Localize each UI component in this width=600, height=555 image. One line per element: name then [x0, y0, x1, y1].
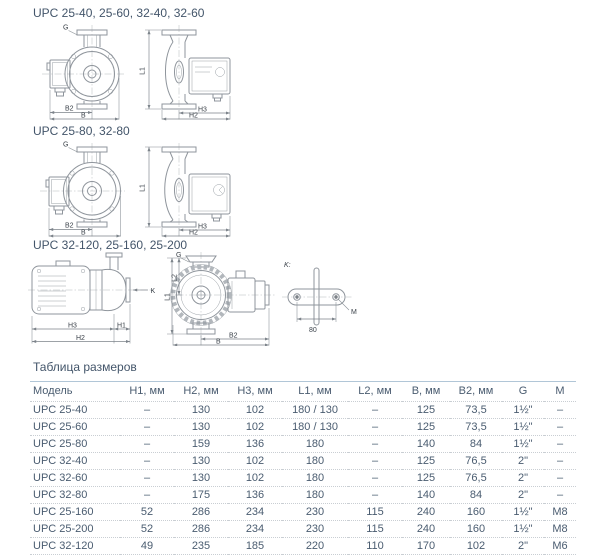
- dimensions-table: [30, 381, 576, 555]
- value-cell: 220: [282, 538, 348, 555]
- value-cell: –: [348, 436, 402, 453]
- value-cell: –: [544, 487, 576, 504]
- value-cell: 185: [228, 538, 282, 555]
- dim-label-b: B: [81, 112, 86, 120]
- column-header-b2: B2, мм: [450, 382, 502, 402]
- side-view: [162, 143, 230, 227]
- model-cell: UPC 25-60: [30, 419, 120, 436]
- value-cell: 180 / 130: [282, 402, 348, 419]
- value-cell: 1½": [502, 436, 544, 453]
- value-cell: M6: [544, 538, 576, 555]
- value-cell: 2": [502, 453, 544, 470]
- value-cell: 180: [282, 436, 348, 453]
- value-cell: 180: [282, 487, 348, 504]
- dim-label-l1: L1: [164, 293, 172, 301]
- side-view: [162, 25, 230, 109]
- value-cell: –: [544, 419, 576, 436]
- value-cell: 1½": [502, 521, 544, 538]
- value-cell: 140: [402, 436, 450, 453]
- model-cell: UPC 32-120: [30, 538, 120, 555]
- value-cell: –: [348, 419, 402, 436]
- model-cell: UPC 32-60: [30, 470, 120, 487]
- value-cell: 130: [174, 402, 228, 419]
- dim-label-b2: B2: [65, 222, 74, 230]
- value-cell: 234: [228, 521, 282, 538]
- value-cell: 102: [228, 470, 282, 487]
- side-view-dimensions: [32, 304, 130, 344]
- value-cell: 140: [402, 487, 450, 504]
- value-cell: 1½": [502, 419, 544, 436]
- value-cell: 180: [282, 453, 348, 470]
- dim-label-h3: H3: [68, 322, 77, 330]
- dim-label-h2: H2: [189, 112, 198, 120]
- thread-label-m: M: [351, 309, 357, 316]
- value-cell: 130: [174, 419, 228, 436]
- drawing-upc-25-80-family: [26, 140, 266, 238]
- value-cell: 84: [450, 436, 502, 453]
- k-view-detail: [282, 262, 357, 334]
- value-cell: M8: [544, 521, 576, 538]
- table-row: [30, 504, 576, 521]
- table-row: [30, 402, 576, 419]
- section-title-upc32-120: UPC 32-120, 25-160, 25-200: [33, 238, 188, 252]
- dim-label-b2: B2: [229, 332, 238, 340]
- value-cell: 76,5: [450, 453, 502, 470]
- value-cell: 49: [120, 538, 174, 555]
- value-cell: –: [544, 470, 576, 487]
- column-header-m: M: [544, 382, 576, 402]
- bracket-hole-spacing: 80: [309, 327, 317, 334]
- value-cell: –: [120, 436, 174, 453]
- value-cell: 73,5: [450, 402, 502, 419]
- value-cell: 160: [450, 521, 502, 538]
- value-cell: 1½": [502, 402, 544, 419]
- dim-label-h3: H3: [198, 223, 207, 231]
- value-cell: 102: [450, 538, 502, 555]
- value-cell: 2": [502, 538, 544, 555]
- model-cell: UPC 25-40: [30, 402, 120, 419]
- table-header: [30, 382, 576, 402]
- value-cell: 180 / 130: [282, 419, 348, 436]
- column-header-h3: H3, мм: [228, 382, 282, 402]
- dim-label-g: G: [176, 252, 182, 259]
- value-cell: 125: [402, 453, 450, 470]
- value-cell: 240: [402, 521, 450, 538]
- view-k-arrow-label: K: [150, 288, 156, 295]
- section-title-upc25-40: UPC 25-40, 25-60, 32-40, 32-60: [33, 6, 205, 20]
- column-header-h1: H1, мм: [120, 382, 174, 402]
- dim-label-h2: H2: [189, 229, 198, 237]
- value-cell: 175: [174, 487, 228, 504]
- value-cell: 125: [402, 419, 450, 436]
- value-cell: 102: [228, 402, 282, 419]
- value-cell: 170: [402, 538, 450, 555]
- table-body: [30, 402, 576, 555]
- column-header-l2: L2, мм: [348, 382, 402, 402]
- value-cell: 286: [174, 504, 228, 521]
- table-row: [30, 453, 576, 470]
- drawing-upc-25-40-family: [26, 22, 266, 122]
- value-cell: 76,5: [450, 470, 502, 487]
- column-header-b: B, мм: [402, 382, 450, 402]
- dim-label-l1: L1: [139, 67, 147, 75]
- side-view-horizontal-pump: [28, 253, 156, 314]
- value-cell: –: [120, 419, 174, 436]
- table-row: [30, 419, 576, 436]
- value-cell: 102: [228, 453, 282, 470]
- value-cell: 286: [174, 521, 228, 538]
- value-cell: 130: [174, 470, 228, 487]
- front-view-dimensions: [165, 252, 270, 346]
- table-header-row: [30, 382, 576, 402]
- value-cell: 125: [402, 470, 450, 487]
- table-row: [30, 538, 576, 555]
- value-cell: –: [544, 436, 576, 453]
- front-view: [40, 143, 125, 227]
- value-cell: 2": [502, 470, 544, 487]
- value-cell: 160: [450, 504, 502, 521]
- section-title-upc25-80: UPC 25-80, 32-80: [33, 124, 130, 138]
- value-cell: –: [348, 453, 402, 470]
- value-cell: 230: [282, 521, 348, 538]
- value-cell: –: [120, 402, 174, 419]
- model-cell: UPC 25-160: [30, 504, 120, 521]
- column-header-g: G: [502, 382, 544, 402]
- k-view-title: K:: [284, 262, 291, 269]
- value-cell: –: [348, 402, 402, 419]
- column-header-h2: H2, мм: [174, 382, 228, 402]
- dim-label-l2: L2: [171, 274, 179, 282]
- front-view-pump: [164, 252, 276, 340]
- value-cell: M8: [544, 504, 576, 521]
- table-row: [30, 521, 576, 538]
- dim-label-b: B: [216, 338, 221, 346]
- model-cell: UPC 25-80: [30, 436, 120, 453]
- front-view: [42, 25, 124, 109]
- value-cell: –: [348, 487, 402, 504]
- value-cell: 235: [174, 538, 228, 555]
- table-row: [30, 470, 576, 487]
- value-cell: –: [120, 487, 174, 504]
- drawing-upc-32-120-family: [26, 250, 361, 346]
- value-cell: 2": [502, 487, 544, 504]
- model-cell: UPC 32-40: [30, 453, 120, 470]
- table-row: [30, 487, 576, 504]
- dim-label-g: G: [63, 24, 69, 32]
- dim-label-h2: H2: [76, 335, 85, 342]
- value-cell: 234: [228, 504, 282, 521]
- model-cell: UPC 25-200: [30, 521, 120, 538]
- value-cell: –: [348, 470, 402, 487]
- dim-label-b: B: [81, 229, 86, 237]
- table-title: Таблица размеров: [33, 360, 137, 374]
- value-cell: 115: [348, 521, 402, 538]
- value-cell: 110: [348, 538, 402, 555]
- value-cell: 73,5: [450, 419, 502, 436]
- value-cell: –: [544, 402, 576, 419]
- value-cell: 136: [228, 436, 282, 453]
- value-cell: 52: [120, 521, 174, 538]
- dim-label-h3: H3: [198, 106, 207, 114]
- value-cell: 102: [228, 419, 282, 436]
- value-cell: 1½": [502, 504, 544, 521]
- value-cell: 130: [174, 453, 228, 470]
- value-cell: –: [120, 453, 174, 470]
- value-cell: 115: [348, 504, 402, 521]
- value-cell: 230: [282, 504, 348, 521]
- value-cell: –: [120, 470, 174, 487]
- dim-label-l1: L1: [139, 184, 147, 192]
- dim-label-b2: B2: [65, 105, 74, 113]
- model-cell: UPC 32-80: [30, 487, 120, 504]
- value-cell: 136: [228, 487, 282, 504]
- value-cell: 240: [402, 504, 450, 521]
- column-header-l1: L1, мм: [282, 382, 348, 402]
- value-cell: –: [544, 453, 576, 470]
- value-cell: 52: [120, 504, 174, 521]
- value-cell: 180: [282, 470, 348, 487]
- dim-label-g: G: [63, 141, 69, 149]
- column-header-model: Модель: [30, 382, 120, 402]
- value-cell: 159: [174, 436, 228, 453]
- table-row: [30, 436, 576, 453]
- value-cell: 84: [450, 487, 502, 504]
- value-cell: 125: [402, 402, 450, 419]
- dim-label-h1: H1: [117, 322, 126, 330]
